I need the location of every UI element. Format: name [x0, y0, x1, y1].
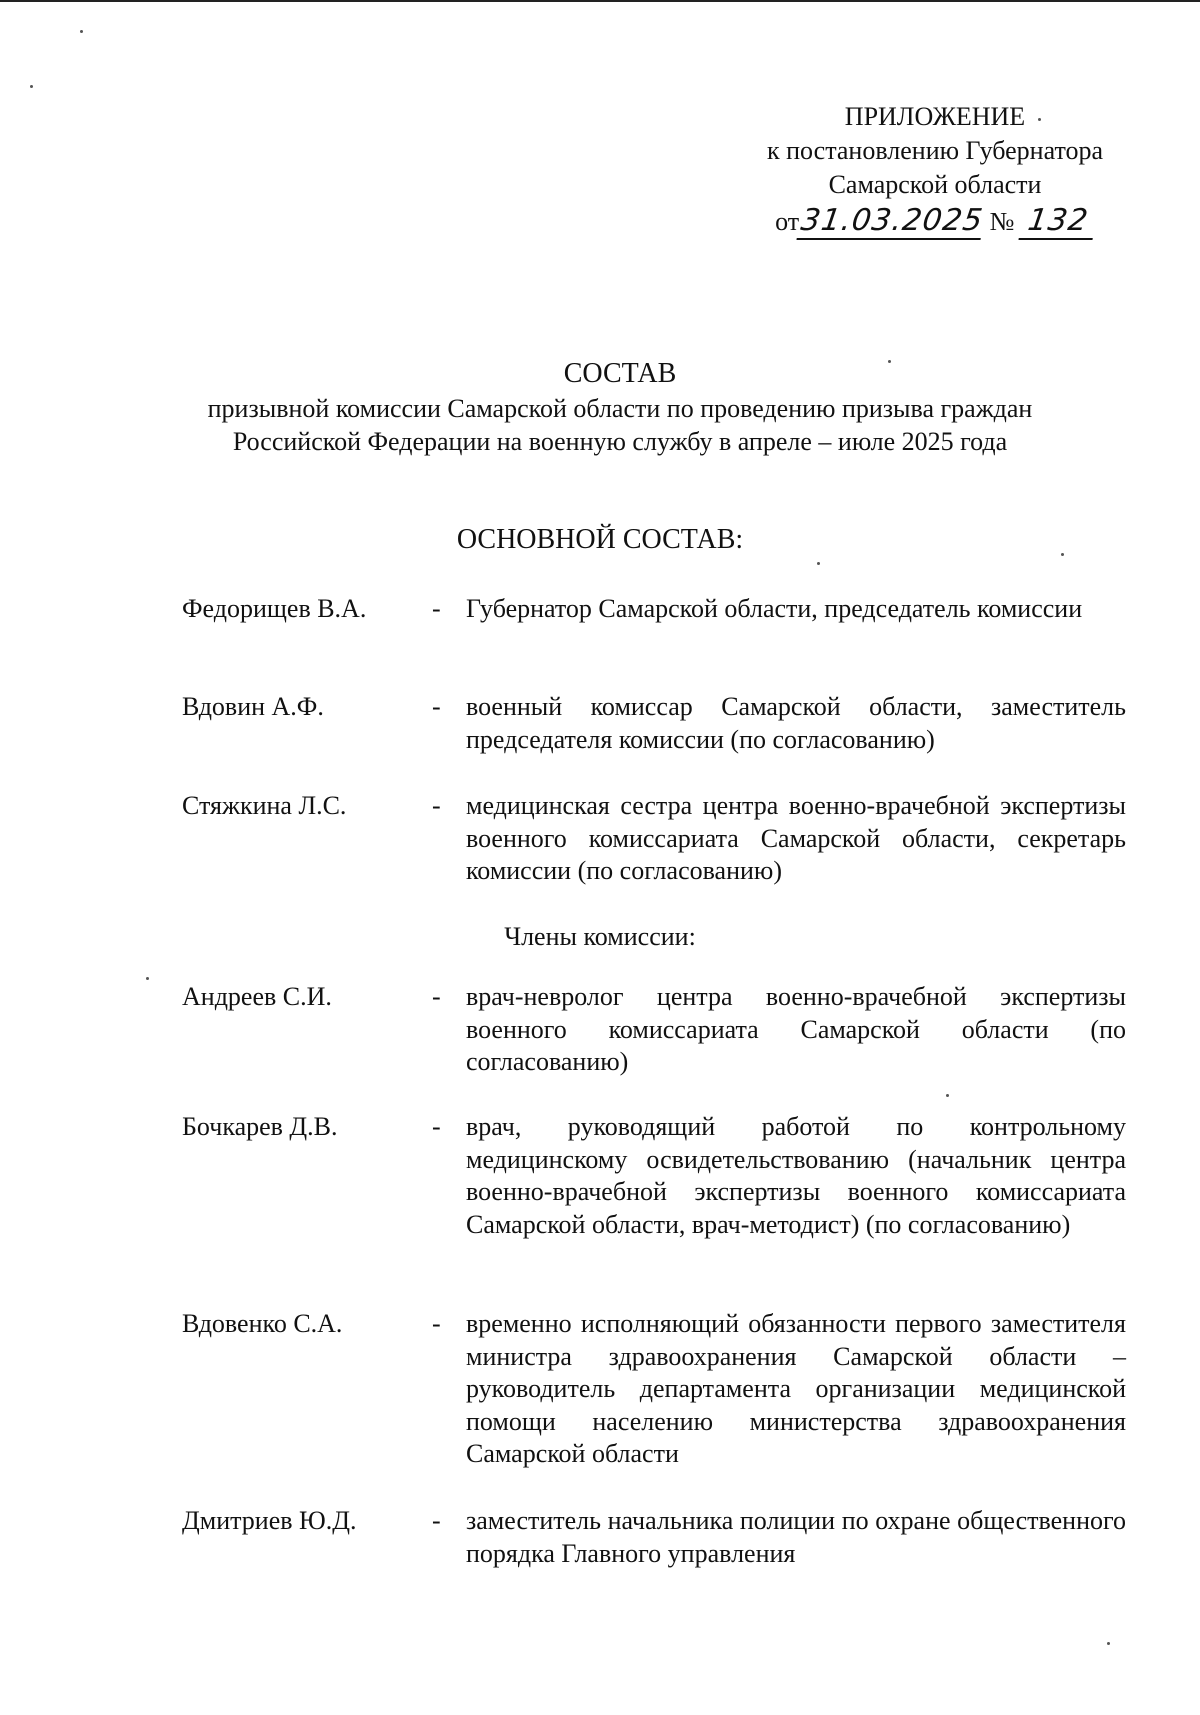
scan-speck	[1038, 118, 1041, 121]
member-description: временно исполняющий обязанности первого заместителя министра здравоохранения Самарской области – руководитель департамента организации медицинской помощи населению министерства здравоохранения Самарской области	[466, 1309, 1126, 1468]
member-dash: -	[432, 594, 441, 623]
member-name: Дмитриев Ю.Д.	[182, 1506, 357, 1535]
title-subtitle-line-1: призывной комиссии Самарской области по проведению призыва граждан	[207, 394, 1033, 423]
member-name: Стяжкина Л.С.	[182, 791, 347, 820]
member-entry	[182, 790, 1125, 888]
member-description: врач-невролог центра военно-врачебной экспертизы военного комиссариата Самарской области (по согласованию)	[466, 982, 1126, 1076]
appendix-line-1: к постановлению Губернатора	[766, 136, 1104, 165]
member-entry	[182, 1111, 1125, 1241]
scan-speck	[80, 30, 83, 33]
scan-speck	[1107, 1642, 1110, 1645]
member-dash: -	[432, 1309, 441, 1338]
handwritten-date: 31.03.2025	[797, 204, 986, 240]
top-border-line	[0, 0, 1200, 2]
member-dash: -	[432, 692, 441, 721]
scan-speck	[946, 1094, 949, 1097]
appendix-header	[700, 100, 1170, 240]
title-main: СОСТАВ	[563, 358, 677, 389]
scan-speck	[888, 360, 891, 363]
member-entry	[182, 593, 1125, 626]
member-name: Вдовенко С.А.	[182, 1309, 343, 1338]
appendix-line-2: Самарской области	[828, 170, 1042, 199]
appendix-date-line	[700, 204, 1170, 240]
member-entry	[182, 691, 1125, 756]
scan-speck	[817, 562, 820, 565]
member-description: заместитель начальника полиции по охране общественного порядка Главного управления	[466, 1506, 1126, 1568]
member-dash: -	[432, 1506, 441, 1535]
scan-speck	[30, 85, 33, 88]
members-heading: Члены комиссии:	[504, 922, 696, 951]
member-description: военный комиссар Самарской области, заместитель председателя комиссии (по согласованию)	[466, 692, 1126, 754]
document-title	[120, 357, 1120, 458]
member-entry	[182, 981, 1125, 1079]
handwritten-number: 132	[1018, 204, 1097, 240]
scan-speck	[1061, 553, 1064, 556]
member-description: Губернатор Самарской области, председатель комиссии	[466, 594, 1083, 623]
member-description: врач, руководящий работой по контрольному медицинскому освидетельствованию (начальник центра военно-врачебной экспертизы военного комиссариата Самарской области, врач-методист) (по согласованию)	[466, 1112, 1126, 1239]
member-name: Федорищев В.А.	[182, 594, 367, 623]
member-name: Вдовин А.Ф.	[182, 692, 324, 721]
member-name: Бочкарев Д.В.	[182, 1112, 338, 1141]
main-composition-heading: ОСНОВНОЙ СОСТАВ:	[456, 524, 744, 555]
appendix-label: ПРИЛОЖЕНИЕ	[844, 102, 1026, 131]
number-sign: №	[989, 207, 1015, 236]
member-description: медицинская сестра центра военно-врачебной экспертизы военного комиссариата Самарской области, секретарь комиссии (по согласованию)	[466, 791, 1126, 885]
date-prefix: от	[775, 207, 800, 236]
member-entry	[182, 1505, 1125, 1570]
member-entry	[182, 1308, 1125, 1471]
member-dash: -	[432, 791, 441, 820]
member-dash: -	[432, 982, 441, 1011]
scan-speck	[146, 977, 149, 980]
member-name: Андреев С.И.	[182, 982, 332, 1011]
member-dash: -	[432, 1112, 441, 1141]
title-subtitle-line-2: Российской Федерации на военную службу в апреле – июле 2025 года	[232, 427, 1008, 456]
